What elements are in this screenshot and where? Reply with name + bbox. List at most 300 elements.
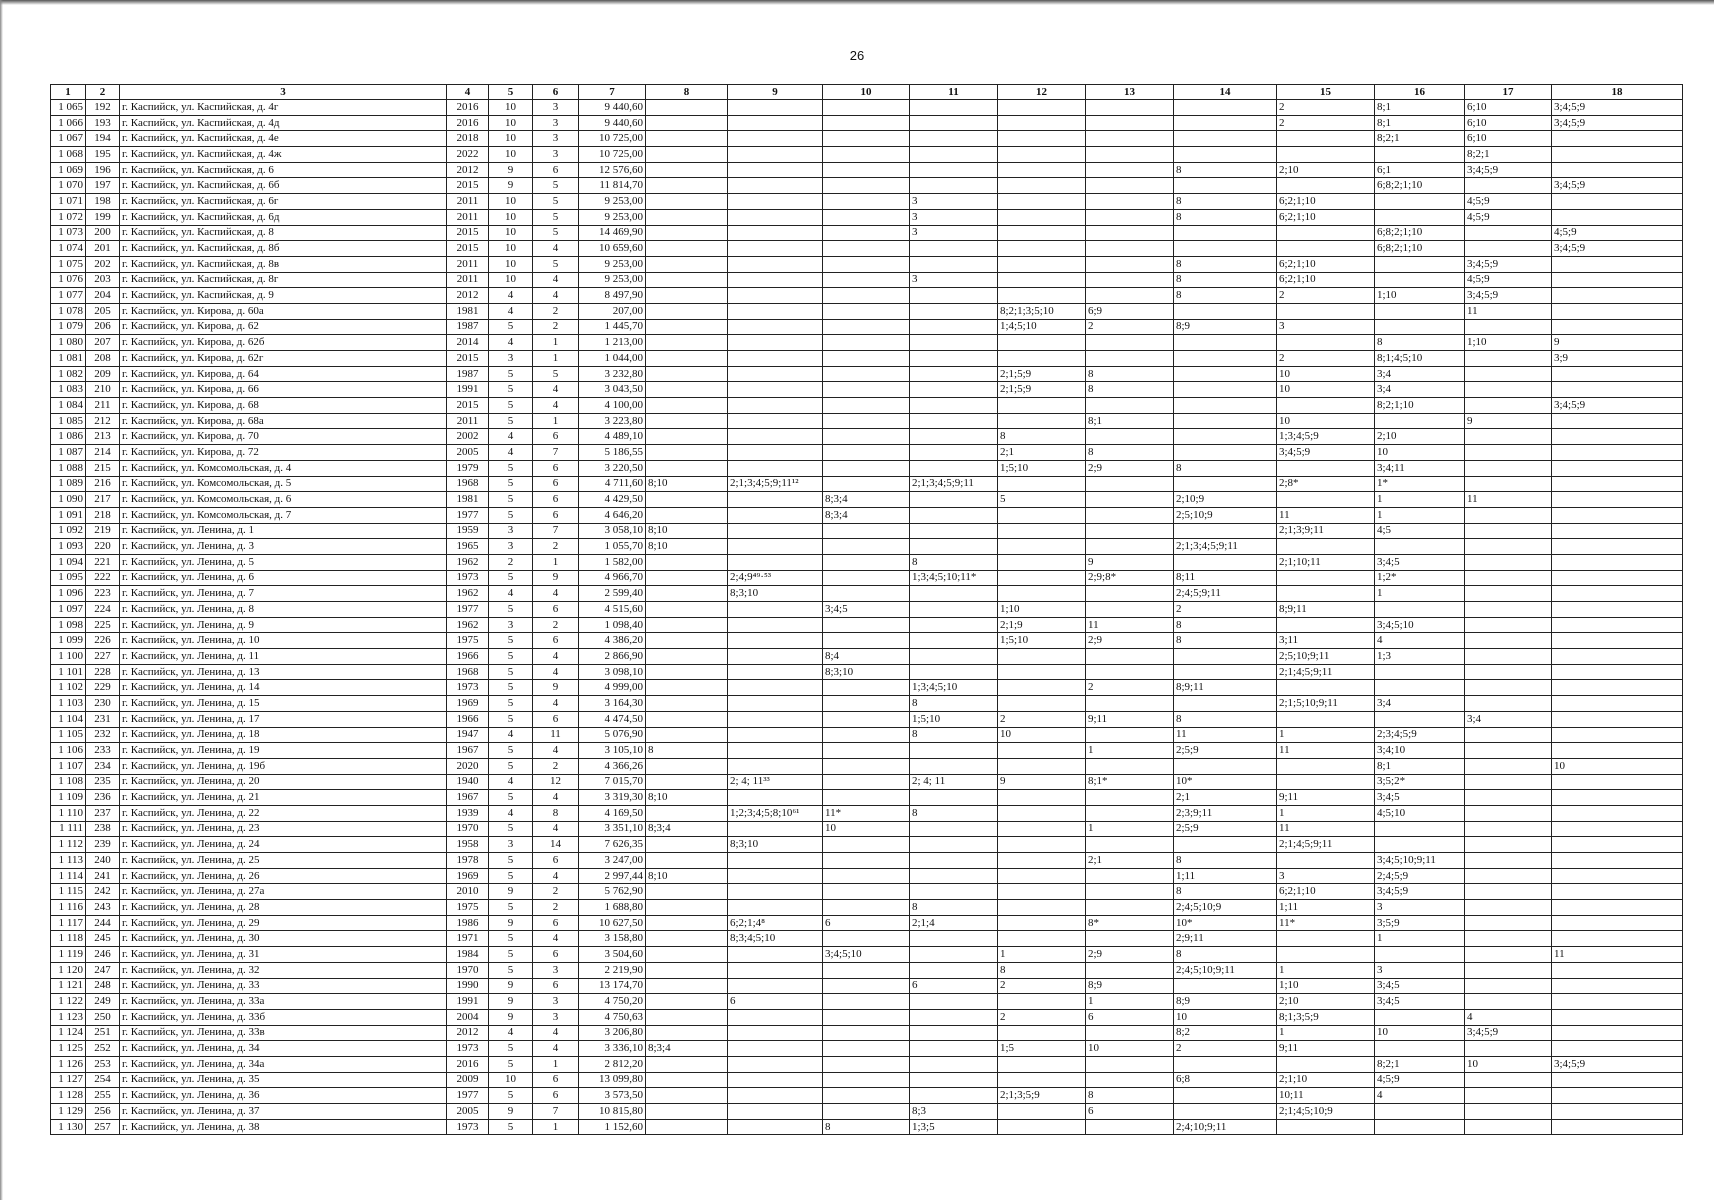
- table-cell-col-16: 1;3: [1375, 649, 1465, 665]
- table-cell-col-9: [728, 696, 823, 712]
- table-cell-col-16: [1375, 256, 1465, 272]
- table-cell-col-10: [823, 445, 910, 461]
- table-cell-col-6: 4: [533, 1041, 579, 1057]
- table-cell-col-1: 1 067: [51, 131, 86, 147]
- table-cell-col-1: 1 070: [51, 178, 86, 194]
- table-cell-col-8: [646, 774, 728, 790]
- table-cell-col-8: [646, 351, 728, 367]
- table-cell-col-1: 1 087: [51, 445, 86, 461]
- table-cell-col-9: [728, 727, 823, 743]
- table-cell-col-2: 231: [86, 711, 120, 727]
- table-cell-col-14: 1;11: [1174, 868, 1277, 884]
- table-cell-col-2: 198: [86, 194, 120, 210]
- table-cell-col-15: 10: [1277, 413, 1375, 429]
- table-cell-col-6: 1: [533, 351, 579, 367]
- table-cell-col-1: 1 068: [51, 147, 86, 163]
- column-header-17: 17: [1465, 85, 1552, 100]
- table-cell-col-14: 2;5;10;9: [1174, 507, 1277, 523]
- table-cell-col-13: [1086, 429, 1174, 445]
- table-cell-col-5: 4: [489, 445, 533, 461]
- table-cell-col-18: 11: [1552, 947, 1683, 963]
- table-cell-col-18: [1552, 649, 1683, 665]
- table-row: [51, 931, 1683, 947]
- table-cell-col-18: [1552, 288, 1683, 304]
- table-cell-col-11: [910, 366, 998, 382]
- table-cell-col-16: 3;4;5;10;9;11: [1375, 853, 1465, 869]
- table-cell-col-11: [910, 162, 998, 178]
- table-cell-col-17: [1465, 570, 1552, 586]
- table-cell-col-14: [1174, 664, 1277, 680]
- table-cell-col-1: 1 071: [51, 194, 86, 210]
- table-cell-col-10: [823, 1009, 910, 1025]
- table-cell-col-11: [910, 382, 998, 398]
- table-cell-col-4: 1975: [447, 900, 489, 916]
- table-cell-col-14: [1174, 476, 1277, 492]
- table-cell-col-3: г. Каспийск, ул. Каспийская, д. 4ж: [120, 147, 447, 163]
- table-cell-col-7: 3 206,80: [579, 1025, 646, 1041]
- table-cell-col-3: г. Каспийск, ул. Кирова, д. 64: [120, 366, 447, 382]
- table-cell-col-4: 1965: [447, 539, 489, 555]
- table-cell-col-14: 2;4;5;10;9;11: [1174, 962, 1277, 978]
- table-cell-col-4: 1971: [447, 931, 489, 947]
- table-cell-col-5: 4: [489, 303, 533, 319]
- table-cell-col-1: 1 085: [51, 413, 86, 429]
- table-cell-col-9: [728, 507, 823, 523]
- table-cell-col-10: [823, 633, 910, 649]
- table-cell-col-12: [998, 758, 1086, 774]
- table-cell-col-13: [1086, 194, 1174, 210]
- table-cell-col-1: 1 069: [51, 162, 86, 178]
- table-cell-col-13: 6: [1086, 1104, 1174, 1120]
- table-cell-col-14: 2;10;9: [1174, 492, 1277, 508]
- table-cell-col-5: 5: [489, 743, 533, 759]
- table-row: [51, 947, 1683, 963]
- table-cell-col-13: [1086, 225, 1174, 241]
- table-cell-col-11: [910, 100, 998, 116]
- table-cell-col-18: 10: [1552, 758, 1683, 774]
- table-row: [51, 743, 1683, 759]
- table-cell-col-6: 1: [533, 1056, 579, 1072]
- table-cell-col-5: 5: [489, 962, 533, 978]
- table-cell-col-9: [728, 100, 823, 116]
- table-cell-col-10: 8: [823, 1119, 910, 1135]
- table-cell-col-18: [1552, 366, 1683, 382]
- table-cell-col-5: 3: [489, 539, 533, 555]
- table-cell-col-17: [1465, 633, 1552, 649]
- table-cell-col-13: [1086, 664, 1174, 680]
- table-cell-col-16: 3;4;5: [1375, 994, 1465, 1010]
- table-cell-col-17: 1;10: [1465, 335, 1552, 351]
- table-cell-col-2: 204: [86, 288, 120, 304]
- table-cell-col-12: 2;1;5;9: [998, 382, 1086, 398]
- table-cell-col-6: 4: [533, 821, 579, 837]
- table-cell-col-4: 1990: [447, 978, 489, 994]
- table-cell-col-6: 7: [533, 1104, 579, 1120]
- table-cell-col-7: 4 489,10: [579, 429, 646, 445]
- scan-edge-top: [0, 0, 1714, 5]
- table-cell-col-13: 8*: [1086, 915, 1174, 931]
- table-cell-col-4: 2011: [447, 256, 489, 272]
- table-cell-col-12: [998, 147, 1086, 163]
- table-cell-col-16: [1375, 1119, 1465, 1135]
- table-cell-col-10: [823, 272, 910, 288]
- table-cell-col-5: 5: [489, 460, 533, 476]
- table-cell-col-14: 8;2: [1174, 1025, 1277, 1041]
- table-cell-col-4: 2015: [447, 225, 489, 241]
- housing-register-table: [50, 84, 1683, 1135]
- table-cell-col-14: 8: [1174, 256, 1277, 272]
- table-cell-col-8: [646, 162, 728, 178]
- table-cell-col-12: 1;5;10: [998, 633, 1086, 649]
- table-cell-col-6: 2: [533, 539, 579, 555]
- table-cell-col-3: г. Каспийск, ул. Ленина, д. 8: [120, 602, 447, 618]
- table-cell-col-7: 2 599,40: [579, 586, 646, 602]
- table-cell-col-11: [910, 445, 998, 461]
- table-cell-col-6: 6: [533, 947, 579, 963]
- table-cell-col-1: 1 066: [51, 115, 86, 131]
- table-cell-col-15: 2;1;5;10;9;11: [1277, 696, 1375, 712]
- table-cell-col-4: 1991: [447, 382, 489, 398]
- table-cell-col-3: г. Каспийск, ул. Ленина, д. 20: [120, 774, 447, 790]
- table-cell-col-12: 1;4;5;10: [998, 319, 1086, 335]
- table-cell-col-6: 6: [533, 162, 579, 178]
- table-cell-col-8: [646, 884, 728, 900]
- table-cell-col-12: [998, 523, 1086, 539]
- table-cell-col-2: 243: [86, 900, 120, 916]
- table-cell-col-2: 225: [86, 617, 120, 633]
- table-cell-col-13: [1086, 178, 1174, 194]
- table-cell-col-10: [823, 994, 910, 1010]
- table-cell-col-3: г. Каспийск, ул. Кирова, д. 68а: [120, 413, 447, 429]
- table-cell-col-3: г. Каспийск, ул. Ленина, д. 33а: [120, 994, 447, 1010]
- table-cell-col-8: [646, 303, 728, 319]
- table-cell-col-3: г. Каспийск, ул. Каспийская, д. 8б: [120, 241, 447, 257]
- table-cell-col-6: 3: [533, 994, 579, 1010]
- table-cell-col-1: 1 101: [51, 664, 86, 680]
- table-cell-col-10: [823, 727, 910, 743]
- table-cell-col-6: 2: [533, 900, 579, 916]
- table-cell-col-13: [1086, 837, 1174, 853]
- table-cell-col-10: 8;3;4: [823, 492, 910, 508]
- table-cell-col-18: 3;4;5;9: [1552, 241, 1683, 257]
- table-cell-col-10: [823, 398, 910, 414]
- table-cell-col-4: 2015: [447, 398, 489, 414]
- table-cell-col-8: [646, 1088, 728, 1104]
- table-cell-col-8: [646, 853, 728, 869]
- table-cell-col-10: [823, 1056, 910, 1072]
- table-cell-col-9: [728, 821, 823, 837]
- table-cell-col-5: 9: [489, 178, 533, 194]
- column-header-7: 7: [579, 85, 646, 100]
- table-cell-col-12: [998, 649, 1086, 665]
- table-cell-col-1: 1 114: [51, 868, 86, 884]
- table-cell-col-11: [910, 115, 998, 131]
- table-cell-col-18: [1552, 523, 1683, 539]
- column-header-9: 9: [728, 85, 823, 100]
- table-row: [51, 711, 1683, 727]
- table-cell-col-5: 5: [489, 696, 533, 712]
- table-cell-col-8: [646, 962, 728, 978]
- table-cell-col-15: [1277, 539, 1375, 555]
- table-cell-col-5: 10: [489, 209, 533, 225]
- table-cell-col-5: 10: [489, 147, 533, 163]
- table-cell-col-3: г. Каспийск, ул. Ленина, д. 13: [120, 664, 447, 680]
- table-cell-col-15: 2: [1277, 100, 1375, 116]
- table-cell-col-4: 1987: [447, 319, 489, 335]
- table-cell-col-4: 1984: [447, 947, 489, 963]
- table-cell-col-1: 1 118: [51, 931, 86, 947]
- table-cell-col-1: 1 096: [51, 586, 86, 602]
- table-cell-col-5: 5: [489, 476, 533, 492]
- table-cell-col-6: 6: [533, 460, 579, 476]
- table-cell-col-9: [728, 523, 823, 539]
- table-cell-col-17: [1465, 915, 1552, 931]
- table-cell-col-18: [1552, 1072, 1683, 1088]
- table-cell-col-11: [910, 303, 998, 319]
- table-cell-col-12: 5: [998, 492, 1086, 508]
- table-row: [51, 288, 1683, 304]
- table-cell-col-9: [728, 539, 823, 555]
- table-row: [51, 398, 1683, 414]
- table-cell-col-18: [1552, 821, 1683, 837]
- table-cell-col-15: [1277, 398, 1375, 414]
- table-cell-col-8: [646, 1056, 728, 1072]
- table-cell-col-15: [1277, 1119, 1375, 1135]
- table-cell-col-18: [1552, 1104, 1683, 1120]
- table-cell-col-18: [1552, 962, 1683, 978]
- table-cell-col-1: 1 089: [51, 476, 86, 492]
- table-cell-col-8: [646, 570, 728, 586]
- table-cell-col-11: 3: [910, 272, 998, 288]
- table-cell-col-10: [823, 680, 910, 696]
- table-cell-col-8: [646, 711, 728, 727]
- table-cell-col-10: [823, 476, 910, 492]
- table-cell-col-9: [728, 554, 823, 570]
- table-cell-col-18: [1552, 994, 1683, 1010]
- table-cell-col-14: [1174, 523, 1277, 539]
- table-cell-col-12: [998, 476, 1086, 492]
- table-cell-col-12: 8;2;1;3;5;10: [998, 303, 1086, 319]
- table-cell-col-8: [646, 507, 728, 523]
- table-cell-col-10: [823, 366, 910, 382]
- table-cell-col-10: [823, 853, 910, 869]
- table-cell-col-8: [646, 1025, 728, 1041]
- table-row: [51, 774, 1683, 790]
- table-cell-col-17: 11: [1465, 492, 1552, 508]
- table-cell-col-5: 9: [489, 162, 533, 178]
- table-cell-col-15: [1277, 335, 1375, 351]
- table-cell-col-15: [1277, 931, 1375, 947]
- table-cell-col-17: [1465, 1119, 1552, 1135]
- table-cell-col-1: 1 111: [51, 821, 86, 837]
- table-cell-col-2: 238: [86, 821, 120, 837]
- table-row: [51, 539, 1683, 555]
- table-cell-col-9: [728, 194, 823, 210]
- table-cell-col-17: [1465, 476, 1552, 492]
- table-row: [51, 1009, 1683, 1025]
- table-cell-col-12: [998, 743, 1086, 759]
- table-cell-col-7: 3 098,10: [579, 664, 646, 680]
- table-cell-col-15: 10: [1277, 366, 1375, 382]
- table-cell-col-15: 11: [1277, 507, 1375, 523]
- table-cell-col-6: 4: [533, 664, 579, 680]
- table-cell-col-8: [646, 147, 728, 163]
- table-cell-col-18: [1552, 586, 1683, 602]
- table-cell-col-4: 1986: [447, 915, 489, 931]
- table-cell-col-16: 2;3;4;5;9: [1375, 727, 1465, 743]
- table-cell-col-3: г. Каспийск, ул. Ленина, д. 32: [120, 962, 447, 978]
- table-cell-col-18: [1552, 319, 1683, 335]
- table-cell-col-18: [1552, 711, 1683, 727]
- table-cell-col-11: [910, 335, 998, 351]
- table-cell-col-2: 203: [86, 272, 120, 288]
- table-cell-col-6: 6: [533, 1088, 579, 1104]
- table-cell-col-14: 8: [1174, 194, 1277, 210]
- table-row: [51, 303, 1683, 319]
- table-cell-col-15: 1: [1277, 1025, 1375, 1041]
- table-cell-col-2: 216: [86, 476, 120, 492]
- table-cell-col-10: [823, 335, 910, 351]
- table-cell-col-3: г. Каспийск, ул. Каспийская, д. 4е: [120, 131, 447, 147]
- table-cell-col-11: [910, 617, 998, 633]
- table-cell-col-11: 3: [910, 209, 998, 225]
- table-cell-col-16: [1375, 147, 1465, 163]
- table-cell-col-5: 5: [489, 1041, 533, 1057]
- table-cell-col-10: [823, 241, 910, 257]
- table-cell-col-15: [1277, 680, 1375, 696]
- table-cell-col-10: [823, 115, 910, 131]
- table-cell-col-16: 3;5;9: [1375, 915, 1465, 931]
- table-cell-col-12: 2: [998, 711, 1086, 727]
- table-row: [51, 586, 1683, 602]
- table-cell-col-2: 217: [86, 492, 120, 508]
- table-cell-col-9: [728, 664, 823, 680]
- table-cell-col-10: [823, 100, 910, 116]
- table-cell-col-14: 10*: [1174, 915, 1277, 931]
- table-cell-col-7: 5 076,90: [579, 727, 646, 743]
- table-cell-col-9: [728, 492, 823, 508]
- table-cell-col-13: [1086, 241, 1174, 257]
- table-cell-col-1: 1 102: [51, 680, 86, 696]
- table-cell-col-6: 5: [533, 194, 579, 210]
- table-cell-col-15: [1277, 853, 1375, 869]
- table-cell-col-17: [1465, 554, 1552, 570]
- table-cell-col-6: 1: [533, 1119, 579, 1135]
- table-cell-col-11: [910, 351, 998, 367]
- table-cell-col-2: 248: [86, 978, 120, 994]
- table-cell-col-11: [910, 507, 998, 523]
- table-cell-col-10: [823, 460, 910, 476]
- table-cell-col-10: [823, 570, 910, 586]
- table-cell-col-18: [1552, 1088, 1683, 1104]
- table-cell-col-5: 5: [489, 649, 533, 665]
- table-row: [51, 476, 1683, 492]
- table-cell-col-15: 2: [1277, 115, 1375, 131]
- table-cell-col-10: [823, 413, 910, 429]
- table-cell-col-8: [646, 100, 728, 116]
- table-cell-col-6: 4: [533, 790, 579, 806]
- table-cell-col-17: [1465, 978, 1552, 994]
- table-cell-col-11: [910, 539, 998, 555]
- table-cell-col-18: [1552, 476, 1683, 492]
- table-cell-col-2: 215: [86, 460, 120, 476]
- table-cell-col-15: 2;5;10;9;11: [1277, 649, 1375, 665]
- table-cell-col-17: [1465, 178, 1552, 194]
- table-cell-col-16: 4;5;9: [1375, 1072, 1465, 1088]
- table-cell-col-13: 2;1: [1086, 853, 1174, 869]
- table-cell-col-2: 224: [86, 602, 120, 618]
- table-cell-col-18: [1552, 790, 1683, 806]
- table-cell-col-14: [1174, 696, 1277, 712]
- table-cell-col-15: 10: [1277, 382, 1375, 398]
- table-cell-col-3: г. Каспийск, ул. Кирова, д. 66: [120, 382, 447, 398]
- table-cell-col-18: [1552, 382, 1683, 398]
- table-cell-col-1: 1 116: [51, 900, 86, 916]
- table-cell-col-6: 4: [533, 649, 579, 665]
- table-cell-col-12: 2;1;5;9: [998, 366, 1086, 382]
- table-cell-col-7: 1 213,00: [579, 335, 646, 351]
- table-cell-col-5: 4: [489, 805, 533, 821]
- table-cell-col-10: [823, 931, 910, 947]
- table-cell-col-11: 8: [910, 727, 998, 743]
- table-cell-col-14: 2;4;5;9;11: [1174, 586, 1277, 602]
- table-cell-col-12: [998, 931, 1086, 947]
- table-cell-col-12: [998, 586, 1086, 602]
- table-cell-col-13: [1086, 100, 1174, 116]
- table-cell-col-12: [998, 398, 1086, 414]
- table-cell-col-2: 236: [86, 790, 120, 806]
- table-cell-col-10: [823, 617, 910, 633]
- table-cell-col-18: [1552, 460, 1683, 476]
- table-cell-col-11: 1;5;10: [910, 711, 998, 727]
- table-cell-col-15: 1: [1277, 805, 1375, 821]
- table-cell-col-10: [823, 1025, 910, 1041]
- table-cell-col-18: [1552, 727, 1683, 743]
- table-cell-col-1: 1 092: [51, 523, 86, 539]
- table-cell-col-8: [646, 445, 728, 461]
- table-cell-col-7: 3 504,60: [579, 947, 646, 963]
- table-cell-col-4: 1969: [447, 868, 489, 884]
- table-cell-col-3: г. Каспийск, ул. Ленина, д. 14: [120, 680, 447, 696]
- table-cell-col-8: [646, 931, 728, 947]
- table-cell-col-1: 1 122: [51, 994, 86, 1010]
- table-cell-col-9: [728, 1009, 823, 1025]
- column-header-14: 14: [1174, 85, 1277, 100]
- table-cell-col-2: 222: [86, 570, 120, 586]
- table-cell-col-10: [823, 539, 910, 555]
- table-cell-col-9: [728, 853, 823, 869]
- table-cell-col-17: [1465, 602, 1552, 618]
- table-cell-col-12: [998, 100, 1086, 116]
- table-cell-col-9: [728, 225, 823, 241]
- table-cell-col-16: 8;2;1: [1375, 1056, 1465, 1072]
- table-cell-col-3: г. Каспийск, ул. Ленина, д. 35: [120, 1072, 447, 1088]
- table-cell-col-9: [728, 303, 823, 319]
- table-cell-col-5: 4: [489, 335, 533, 351]
- table-cell-col-2: 201: [86, 241, 120, 257]
- table-cell-col-16: 3;4;5: [1375, 554, 1465, 570]
- table-cell-col-17: [1465, 680, 1552, 696]
- table-cell-col-4: 1970: [447, 821, 489, 837]
- table-cell-col-2: 230: [86, 696, 120, 712]
- table-cell-col-2: 229: [86, 680, 120, 696]
- table-row: [51, 1056, 1683, 1072]
- table-cell-col-14: [1174, 178, 1277, 194]
- table-cell-col-9: 2;4;9⁴⁹·⁵³: [728, 570, 823, 586]
- table-cell-col-9: [728, 1025, 823, 1041]
- table-cell-col-7: 4 169,50: [579, 805, 646, 821]
- table-cell-col-3: г. Каспийск, ул. Каспийская, д. 6д: [120, 209, 447, 225]
